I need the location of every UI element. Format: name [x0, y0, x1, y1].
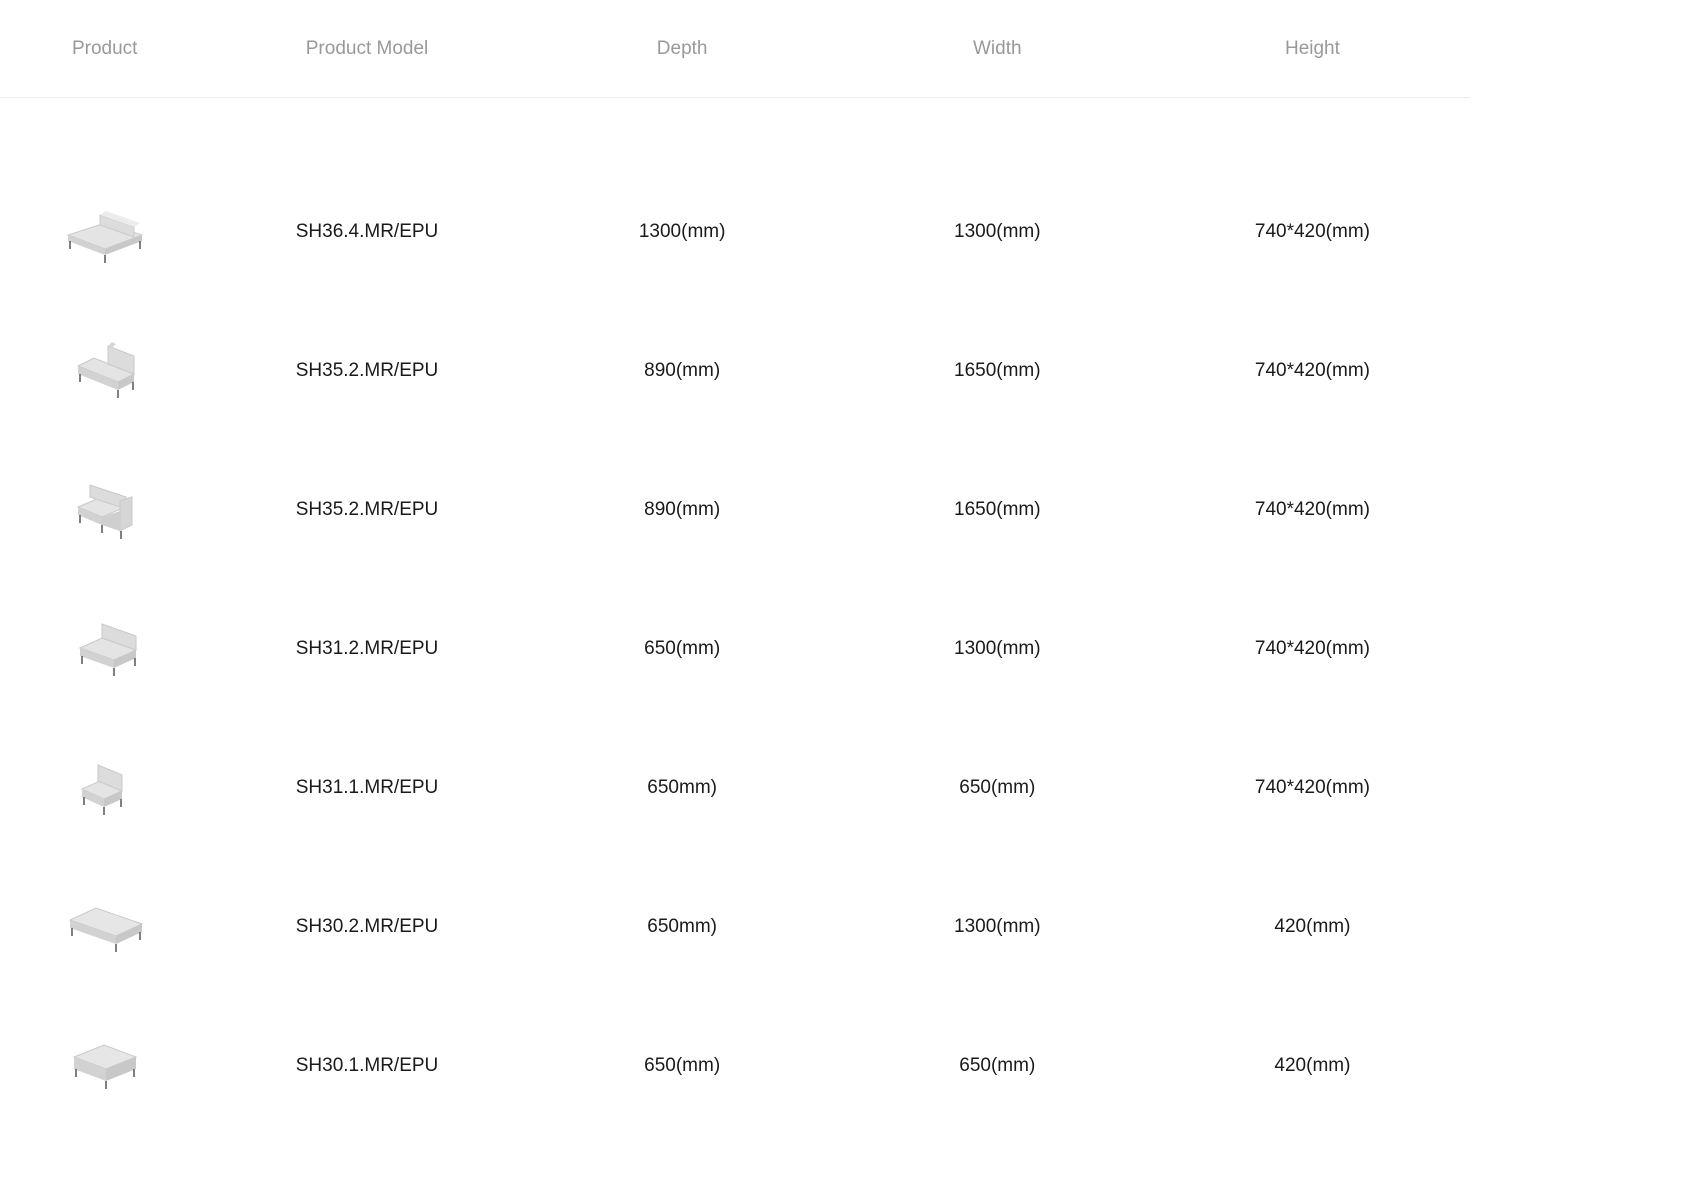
header-product: Product	[71, 37, 138, 59]
height-value: 740*420(mm)	[1254, 637, 1370, 659]
width-value: 1300(mm)	[954, 220, 1041, 242]
depth-value: 650(mm)	[644, 1054, 721, 1076]
table-row	[0, 579, 1470, 718]
sofa-two-seat-icon	[60, 614, 150, 684]
width-value: 650(mm)	[959, 1054, 1036, 1076]
depth-value: 890(mm)	[644, 498, 721, 520]
product-image-cell	[0, 475, 209, 545]
header-height: Height	[1284, 37, 1340, 59]
product-image-cell	[0, 1031, 209, 1101]
bench-long-icon	[60, 892, 150, 962]
product-image-cell	[0, 614, 209, 684]
height-value: 740*420(mm)	[1254, 498, 1370, 520]
width-value: 1650(mm)	[954, 359, 1041, 381]
table-row	[0, 440, 1470, 579]
sofa-corner-icon	[60, 197, 150, 267]
sofa-arm-right-icon	[60, 475, 150, 545]
height-value: 420(mm)	[1274, 915, 1351, 937]
height-value: 740*420(mm)	[1254, 776, 1370, 798]
depth-value: 650mm)	[647, 915, 717, 937]
height-value: 740*420(mm)	[1254, 220, 1370, 242]
table-header	[0, 0, 1470, 98]
product-image-cell	[0, 892, 209, 962]
header-depth: Depth	[656, 37, 708, 59]
product-model: SH31.2.MR/EPU	[295, 637, 439, 659]
table-row	[0, 718, 1470, 857]
table-row	[0, 996, 1470, 1135]
table-body	[0, 98, 1470, 1135]
product-model: SH30.2.MR/EPU	[295, 915, 439, 937]
width-value: 1300(mm)	[954, 915, 1041, 937]
table-row	[0, 301, 1470, 440]
height-value: 420(mm)	[1274, 1054, 1351, 1076]
width-value: 1650(mm)	[954, 498, 1041, 520]
product-model: SH31.1.MR/EPU	[295, 776, 439, 798]
depth-value: 890(mm)	[644, 359, 721, 381]
product-model: SH36.4.MR/EPU	[295, 220, 439, 242]
product-model: SH35.2.MR/EPU	[295, 359, 439, 381]
width-value: 650(mm)	[959, 776, 1036, 798]
depth-value: 650(mm)	[644, 637, 721, 659]
height-value: 740*420(mm)	[1254, 359, 1370, 381]
sofa-single-seat-icon	[60, 753, 150, 823]
depth-value: 650mm)	[647, 776, 717, 798]
ottoman-square-icon	[60, 1031, 150, 1101]
header-width: Width	[973, 37, 1022, 59]
table-row	[0, 857, 1470, 996]
depth-value: 1300(mm)	[638, 220, 726, 242]
width-value: 1300(mm)	[954, 637, 1041, 659]
header-product-model: Product Model	[305, 37, 429, 59]
product-image-cell	[0, 753, 209, 823]
product-image-cell	[0, 336, 209, 406]
product-image-cell	[0, 197, 209, 267]
table-row	[0, 162, 1470, 301]
product-model: SH30.1.MR/EPU	[295, 1054, 439, 1076]
product-model: SH35.2.MR/EPU	[295, 498, 439, 520]
sofa-arm-left-icon	[60, 336, 150, 406]
